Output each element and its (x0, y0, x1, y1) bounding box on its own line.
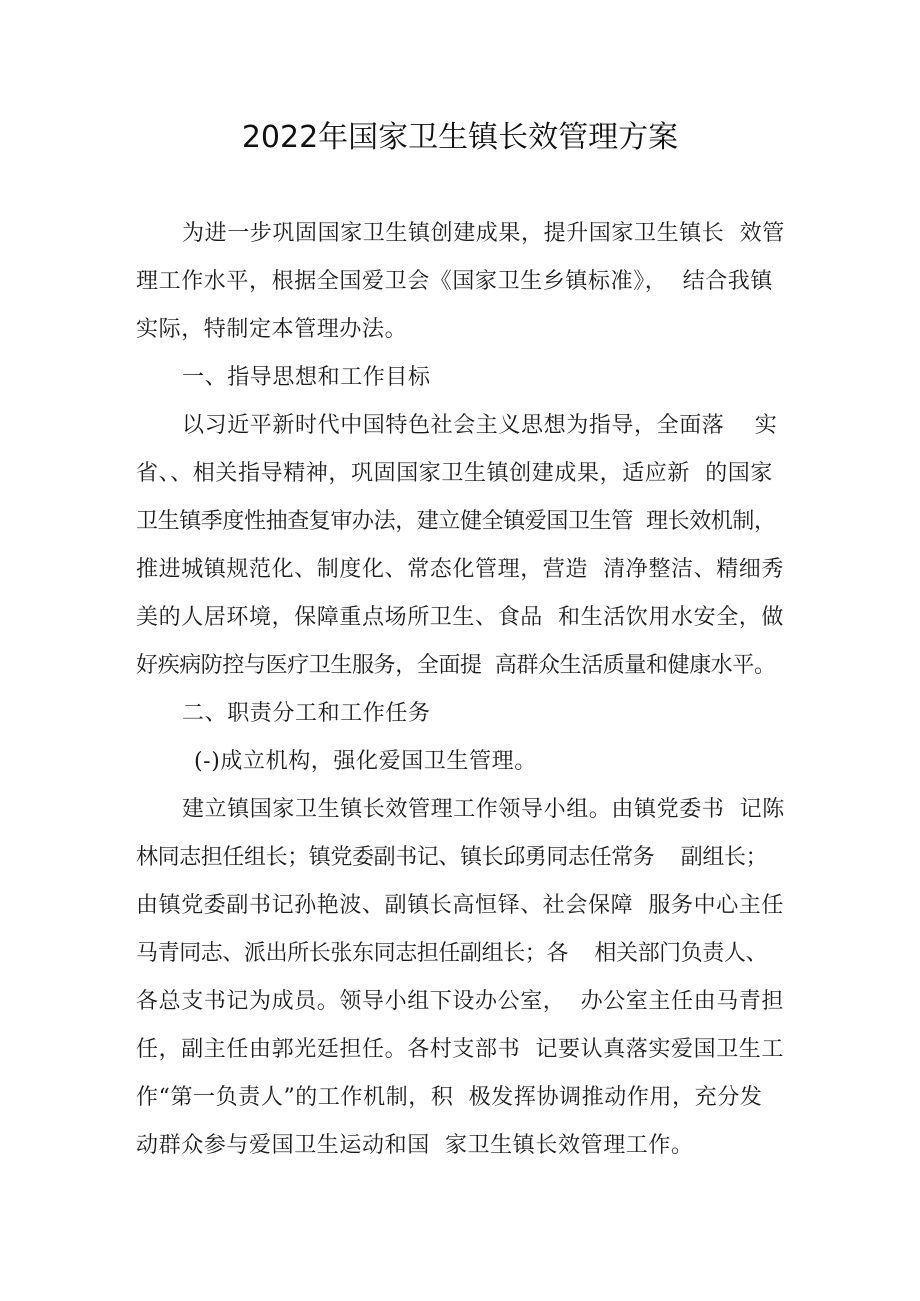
paragraph-line: 卫生镇季度性抽查复审办法，建立健全镇爱国卫生管 理长效机制， (136, 509, 776, 534)
paragraph-line: 以习近平新时代中国特色社会主义思想为指导，全面落 实 (182, 413, 778, 438)
paragraph-line: 好疾病防控与医疗卫生服务，全面提 高群众生活质量和健康水平。 (136, 653, 776, 678)
paragraph-line: 动群众参与爱国卫生运动和国 家卫生镇长效管理工作。 (136, 1133, 694, 1158)
section-heading-2: 二、职责分工和工作任务 (182, 701, 431, 726)
subsection-heading: (-)成立机构，强化爱国卫生管理。 (194, 749, 537, 774)
paragraph-line: 推进城镇规范化、制度化、常态化管理，营造 清净整洁、精细秀 (136, 557, 784, 582)
paragraph-line: 建立镇国家卫生镇长效管理工作领导小组。由镇党委书 记陈 (182, 797, 785, 822)
paragraph-line: 任，副主任由郭光廷担任。各村支部书 记要认真落实爱国卫生工 (136, 1037, 784, 1062)
document-title: 2022年国家卫生镇长效管理方案 (241, 120, 679, 155)
paragraph-line: 马青同志、派出所长张东同志担任副组长；各 相关部门负责人、 (136, 941, 768, 966)
paragraph-line: 理工作水平，根据全国爱卫会《国家卫生乡镇标准》， 结合我镇 (136, 269, 773, 294)
paragraph-line: 省、、相关指导精神，巩固国家卫生镇创建成果，适应新 的国家 (136, 461, 773, 486)
paragraph-line: 由镇党委副书记孙艳波、副镇长高恒铎、社会保障 服务中心主任 (136, 893, 784, 918)
paragraph-line: 实际，特制定本管理办法。 (136, 317, 408, 342)
paragraph-line: 美的人居环境，保障重点场所卫生、食品 和生活饮用水安全，做 (136, 605, 784, 630)
section-heading-1: 一、指导思想和工作目标 (182, 365, 431, 390)
paragraph-line: 各总支书记为成员。领导小组下设办公室， 办公室主任由马青担 (136, 989, 784, 1014)
paragraph-line: 为进一步巩固国家卫生镇创建成果，提升国家卫生镇长 效管 (182, 221, 785, 246)
paragraph-line: 林同志担任组长；镇党委副书记、镇长邱勇同志任常务 副组长； (136, 845, 768, 870)
document-body (136, 210, 796, 1170)
paragraph-line: 作“第一负责人”的工作机制，积 极发挥协调推动作用，充分发 (136, 1085, 763, 1110)
